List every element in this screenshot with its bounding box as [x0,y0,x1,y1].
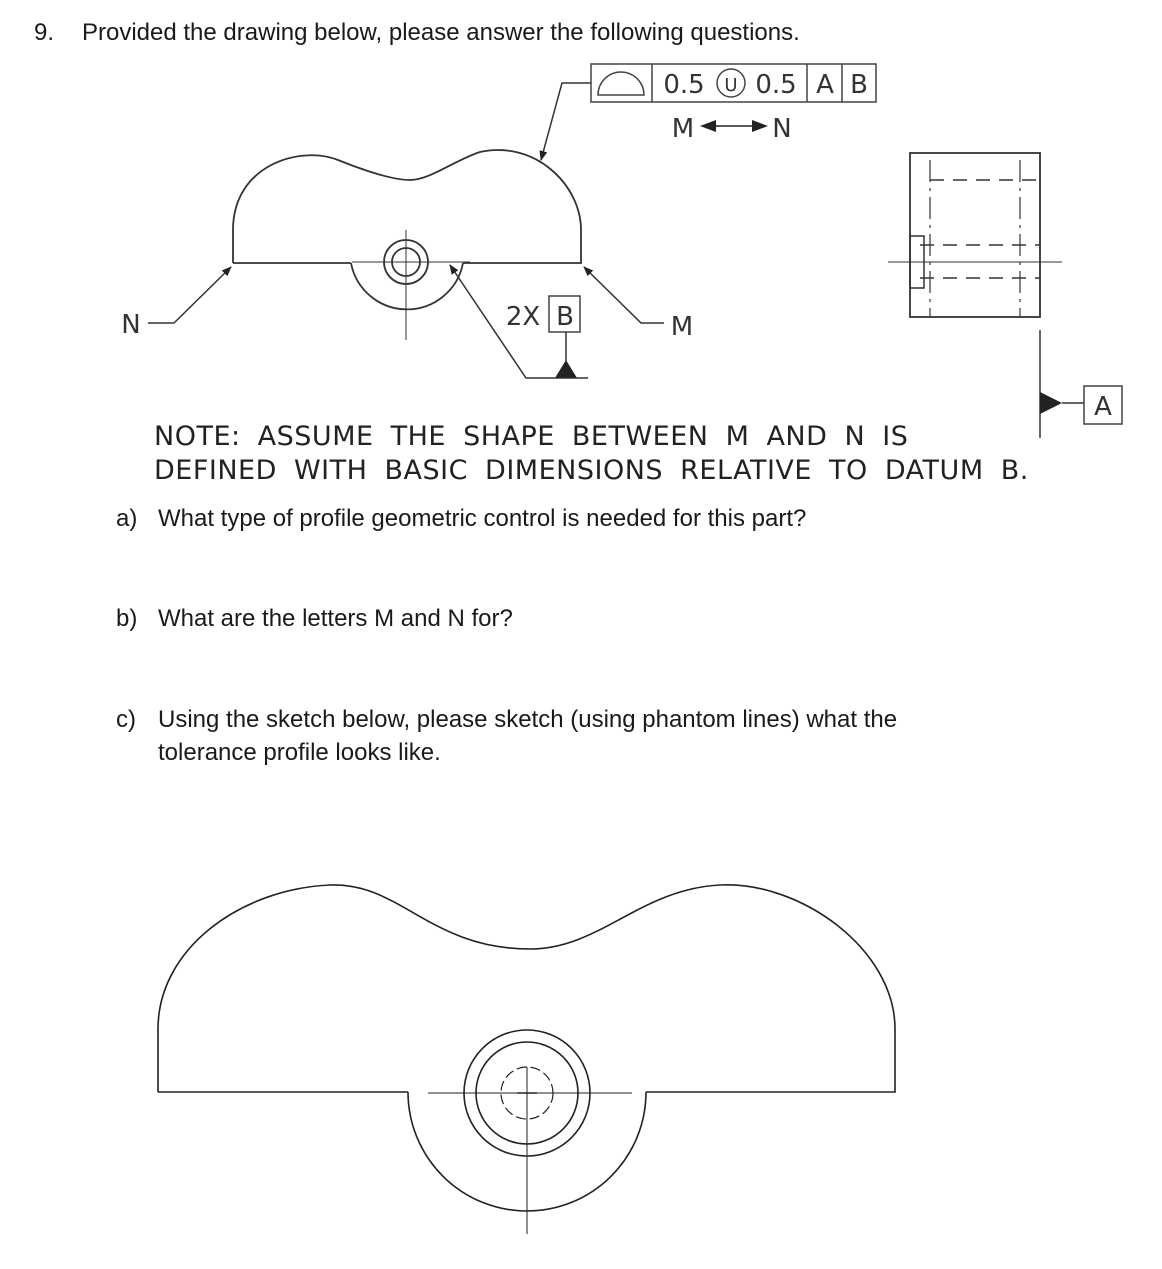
drawing-note-line1: NOTE: ASSUME THE SHAPE BETWEEN M AND N IS [154,421,909,452]
fcf-datum-a: A [816,70,834,100]
fcf-leader [541,83,591,160]
question-prompt: Provided the drawing below, please answer the following questions. [82,19,800,46]
between-m: M [671,114,695,144]
fcf-unequal-value: 0.5 [755,70,797,100]
datum-b-feature [450,265,588,378]
n-leader [148,267,231,323]
part-a-text: What type of profile geometric control is needed for this part? [158,505,807,532]
datum-b-letter: B [556,302,574,332]
part-side-view [888,153,1062,317]
datum-a-letter: A [1094,392,1112,422]
question-number: 9. [34,19,55,46]
part-a-label: a) [116,505,138,532]
part-c-label: c) [116,706,136,733]
drawing-note-line2: DEFINED WITH BASIC DIMENSIONS RELATIVE TO DATUM B. [154,455,1029,486]
m-leader [584,267,664,323]
datum-a-feature [1040,330,1122,438]
between-n: N [772,114,792,144]
label-m: M [670,312,694,342]
fcf-datum-b: B [850,70,868,100]
datum-b-count: 2X [505,302,541,332]
part-profile-sketch [158,885,895,1234]
fcf-tolerance: 0.5 [663,70,705,100]
part-b-label: b) [116,605,138,632]
part-c-text-line2: tolerance profile looks like. [158,739,441,766]
sketch-area[interactable] [0,849,1162,1269]
part-b-text: What are the letters M and N for? [158,605,513,632]
fcf-modifier: U [724,75,738,96]
part-c-text: Using the sketch below, please sketch (using phantom lines) what the [158,706,898,733]
profile-of-a-surface-icon [598,72,644,95]
label-n: N [121,310,141,340]
